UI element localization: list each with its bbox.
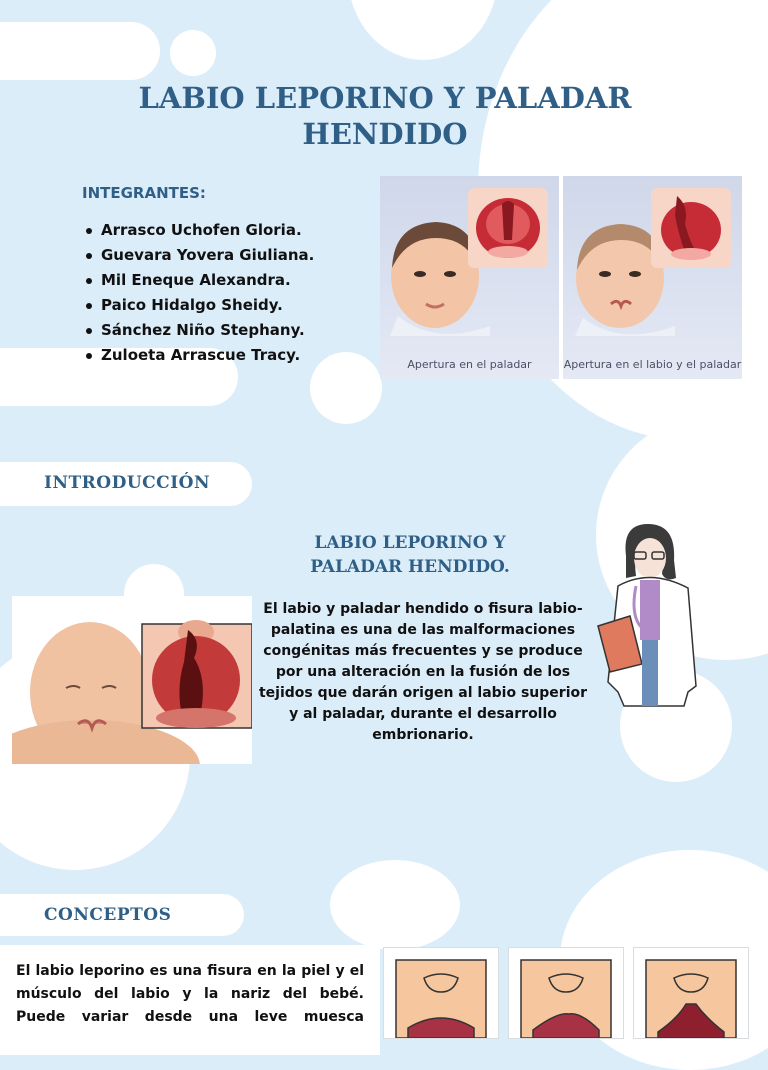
baby-illustration — [380, 176, 559, 336]
caption-lip-palate: Apertura en el labio y el paladar — [563, 358, 742, 371]
cleft-comparison-image — [380, 176, 742, 379]
list-item: Zuloeta Arrascue Tracy. — [84, 343, 314, 368]
bg-shape — [348, 0, 498, 60]
lip-illustration — [634, 948, 748, 1038]
palate-cleft-panel — [380, 176, 559, 379]
bg-shape — [330, 860, 460, 950]
bg-shape — [0, 22, 160, 80]
cleft-stage-image-2 — [508, 947, 624, 1039]
lip-palate-cleft-panel — [563, 176, 742, 379]
list-item: Arrasco Uchofen Gloria. — [84, 218, 314, 243]
intro-heading: LABIO LEPORINO Y PALADAR HENDIDO. — [310, 533, 510, 577]
bg-shape — [310, 352, 382, 424]
doctor-illustration — [596, 516, 706, 726]
baby-cleft-illustration — [12, 596, 252, 764]
cleft-stage-image-1 — [383, 947, 499, 1039]
members-list — [84, 218, 314, 368]
list-item: Paico Hidalgo Sheidy. — [84, 293, 314, 318]
list-item: Guevara Yovera Giuliana. — [84, 243, 314, 268]
caption-palate: Apertura en el paladar — [407, 358, 532, 371]
page-title: LABIO LEPORINO Y PALADAR HENDIDO — [138, 81, 632, 151]
section-label-intro — [0, 462, 252, 506]
list-item: Sánchez Niño Stephany. — [84, 318, 314, 343]
cleft-stage-image-3 — [633, 947, 749, 1039]
baby-cleft-image — [12, 596, 252, 764]
bg-shape — [170, 30, 216, 76]
section-label-text: CONCEPTOS — [44, 905, 172, 925]
lip-illustration — [384, 948, 498, 1038]
lip-illustration — [509, 948, 623, 1038]
section-label-concepts — [0, 894, 244, 936]
concepts-text: El labio leporino es una fisura en la piel y el músculo del labio y la nariz del bebé. Puede variar desde una leve muesca — [16, 963, 364, 1025]
baby-illustration — [563, 176, 742, 336]
intro-text: El labio y paladar hendido o fisura labio-palatina es una de las malformaciones congénitas más frecuentes y se produce por una alteración en la fusión de los tejidos que darán origen al labio superior y al paladar, durante el desarrollo embrionario. — [258, 601, 588, 743]
members-heading: INTEGRANTES: — [82, 184, 206, 202]
list-item: Mil Eneque Alexandra. — [84, 268, 314, 293]
section-label-text: INTRODUCCIÓN — [44, 473, 211, 493]
